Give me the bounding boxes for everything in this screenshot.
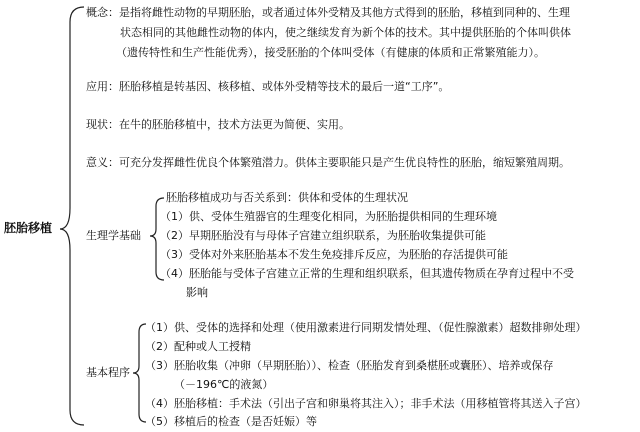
procedure-item: （－196℃的液氮） (174, 378, 274, 391)
procedure-item: （1）供、受体的选择和处理（使用激素进行同期发情处理、（促性腺激素）超数排卵处理） (145, 321, 587, 334)
physiology-item: 影响 (186, 286, 208, 299)
physiology-item: （3）受体对外来胚胎基本不发生免疫排斥反应，为胚胎的存活提供可能 (160, 248, 508, 261)
physiology-item: 胚胎移植成功与否关系到：供体和受体的生理状况 (166, 191, 408, 204)
status-text: 现状：在牛的胚胎移植中，技术方法更为简便、实用。 (86, 118, 350, 131)
procedure-item: （5）移植后的检查（是否妊娠）等 (145, 415, 317, 428)
concept-line: 状态相同的其他雌性动物的体内，使之继续发育为新个体的技术。其中提供胚胎的个体叫供体 (120, 26, 571, 39)
concept-line: 概念：是指将雌性动物的早期胚胎，或者通过体外受精及其他方式得到的胚胎，移植到同种的、生理 (86, 6, 570, 19)
physiology-item: （1）供、受体生殖器官的生理变化相同，为胚胎提供相同的生理环境 (160, 210, 497, 223)
procedure-item: （2）配种或人工授精 (145, 340, 251, 353)
physiology-item: （2）早期胚胎没有与母体子宫建立组织联系，为胚胎收集提供可能 (160, 229, 486, 242)
physiology-label: 生理学基础 (86, 229, 141, 242)
physiology-item: （4）胚胎能与受体子宫建立正常的生理和组织联系，但其遗传物质在孕育过程中不受 (160, 267, 574, 280)
procedure-label: 基本程序 (86, 366, 130, 379)
main-brace (60, 7, 84, 425)
procedure-item: （4）胚胎移植：手术法（引出子宫和卵巢将其注入）；非手术法（用移植管将其送入子宫） (145, 397, 587, 410)
concept-line: （遗传特性和生产性能优秀），接受胚胎的个体叫受体（有健康的体质和正常繁殖能力）。 (116, 46, 545, 59)
significance-text: 意义：可充分发挥雌性优良个体繁殖潜力。供体主要职能只是产生优良特性的胚胎，缩短繁殖周期。 (86, 156, 570, 169)
application-text: 应用：胚胎移植是转基因、核移植、或体外受精等技术的最后一道“工序”。 (86, 80, 450, 93)
procedure-item: （3）胚胎收集（冲卵（早期胚胎））、检查（胚胎发育到桑椹胚或囊胚）、培养或保存 (145, 359, 554, 372)
root-title: 胚胎移植 (4, 221, 53, 235)
